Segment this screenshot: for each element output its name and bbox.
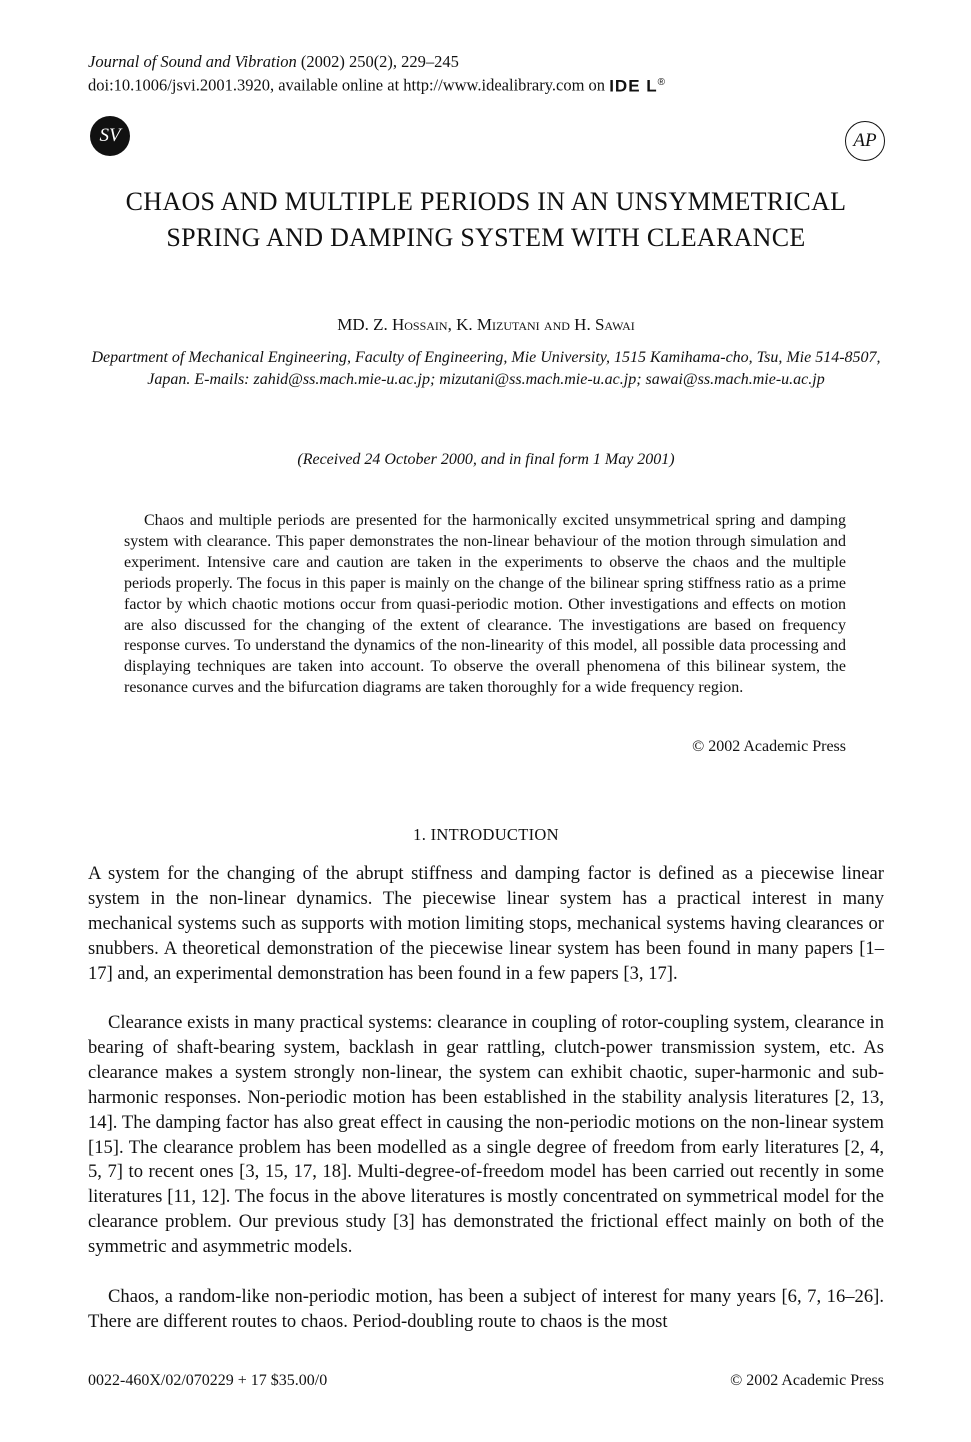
journal-name: Journal of Sound and Vibration bbox=[88, 52, 297, 71]
abstract: Chaos and multiple periods are presented for the harmonically excited unsymmetrical spring and damping system with clearance. This paper demonstrates the non-linear behaviour of the motion through simulation and experiment. Intensive care and caution are taken in the experiments to observe the chaos and the multiple periods properly. The focus in this paper is mainly on the change of the bilinear spring stiffness ratio as a prime factor by which chaotic motions occur from quasi-periodic motion. Other investigations and effects on motion are also discussed for the changing of the extent of clearance. The investigations are based on frequency response curves. To understand the dynamics of the non-linearity of this model, all possible data processing and displaying techniques are taken into account. To observe the overall phenomena of this bilinear system, the resonance curves and the bifurcation diagrams are taken thoroughly for a wide frequency region. bbox=[124, 512, 846, 697]
abstract-copyright: © 2002 Academic Press bbox=[692, 738, 846, 755]
doi-text: doi:10.1006/jsvi.2001.3920, available online at http://www.idealibrary.com on bbox=[88, 75, 606, 95]
received-dates: (Received 24 October 2000, and in final form 1 May 2001) bbox=[297, 451, 675, 468]
paper-authors: MD. Z. Hossain, K. Mizutani and H. Sawai bbox=[337, 315, 635, 334]
section-heading: 1. INTRODUCTION bbox=[413, 825, 559, 844]
sv-logo: SV bbox=[90, 116, 130, 156]
doi-line bbox=[88, 73, 666, 97]
ap-logo: AP bbox=[845, 121, 885, 161]
body-paragraph: Chaos, a random-like non-periodic motion, has been a subject of interest for many years [6, 7, 16–26]. There are different routes to chaos. Period-doubling route to chaos is the most bbox=[88, 1286, 884, 1332]
footer-copyright: © 2002 Academic Press bbox=[730, 1372, 884, 1389]
body-paragraph: Clearance exists in many practical systems: clearance in coupling of rotor-coupling system, clearance in bearing of shaft-bearing system, backlash in gear rattling, clutch-power transmission system, etc. As clearance makes a system strongly non-linear, the system can exhibit chaotic, super-harmonic and sub-harmonic responses. Non-periodic motion has been established in the stability analysis literatures [2, 13, 14]. The damping factor has also great effect in causing the non-periodic motions on the non-linear system [15]. The clearance problem has been modelled as a single degree of freedom from early literatures [2, 4, 5, 7] to recent ones [3, 15, 17, 18]. Multi-degree-of-freedom model has been carried out recently in some literatures [11, 12]. The focus in the above literatures is mostly concentrated on symmetrical model for the clearance problem. Our previous study [3] has demonstrated the frictional effect mainly on both of the symmetric and asymmetric models. bbox=[88, 1012, 884, 1258]
ideal-logo: IDE L® bbox=[609, 76, 667, 96]
body-paragraph: A system for the changing of the abrupt stiffness and damping factor is defined as a piecewise linear system in the non-linear dynamics. The piecewise linear system has a practical interest in many mechanical systems such as supports with motion limiting stops, mechanical systems having clearances or snubbers. A theoretical demonstration of the piecewise linear system has been found in many papers [1–17] and, an experimental demonstration has been found in a few papers [3, 17]. bbox=[88, 863, 884, 984]
journal-citation bbox=[88, 52, 459, 72]
footer-issn-price: 0022-460X/02/070229 + 17 $35.00/0 bbox=[88, 1372, 328, 1389]
journal-volume-pages: (2002) 250(2), 229–245 bbox=[300, 52, 459, 71]
paper-title: CHAOS AND MULTIPLE PERIODS IN AN UNSYMMETRICAL SPRING AND DAMPING SYSTEM WITH CLEARANCE bbox=[125, 187, 847, 252]
author-affiliation: Department of Mechanical Engineering, Faculty of Engineering, Mie University, 1515 Kamihama-cho, Tsu, Mie 514-8507, Japan. E-mails: zahid@ss.mach.mie-u.ac.jp; mizutani@ss.mach.mie-u.ac.jp; sawai@ss.mach.mie-u.ac.jp bbox=[91, 349, 881, 388]
